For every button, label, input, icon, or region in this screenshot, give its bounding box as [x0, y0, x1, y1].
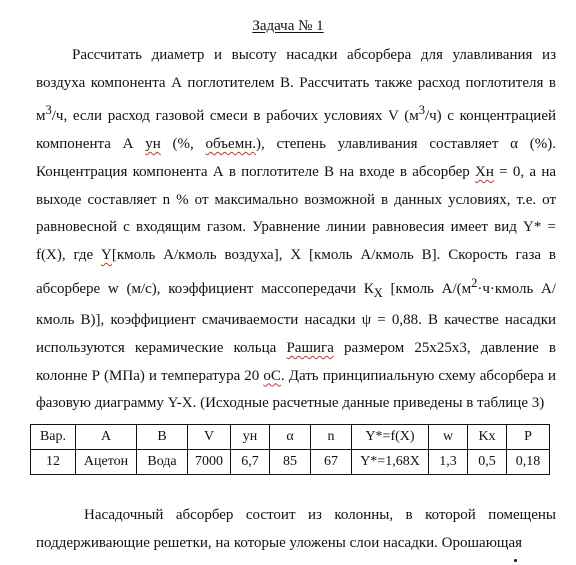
line-8a: равновесия имеет вид Y* = f(X), где [36, 219, 556, 263]
table-cell: 12 [31, 450, 76, 475]
header-cell: Kх [468, 425, 507, 450]
spellcheck-word: объемн. [205, 136, 256, 153]
line-4b: (%, [160, 136, 206, 153]
header-cell: P [507, 425, 550, 450]
table-cell: 1,3 [429, 450, 468, 475]
line-13: принципиальную схему абсорбера и фазовую диаграмму Y-X. (Исходные [36, 367, 557, 412]
superscript: 3 [418, 103, 425, 118]
line-3c: /ч) с [424, 108, 454, 125]
header-cell: Вар. [31, 425, 76, 450]
line-3b: /ч, если расход газовой смеси в рабочих условиях V (м [51, 108, 419, 125]
table-row [31, 450, 550, 475]
spellcheck-word: Y [101, 246, 112, 263]
header-cell: n [311, 425, 352, 450]
superscript: 3 [45, 103, 52, 118]
header-cell: B [137, 425, 188, 450]
header-cell: V [188, 425, 231, 450]
line-1: Насадочный абсорбер состоит из колонны, в которой помещены [84, 507, 556, 523]
header-cell: Y*=f(X) [352, 425, 429, 450]
absorber-description [36, 502, 556, 557]
header-cell: A [76, 425, 137, 450]
table-cell: 67 [311, 450, 352, 475]
line-2: поддерживающие решетки, на которые уложены слои насадки. Орошающая [36, 534, 523, 551]
line-3a: в м [36, 74, 556, 125]
table-cell: Вода [137, 450, 188, 475]
line-10b: [кмоль А/(м [382, 280, 472, 297]
line-10a: К [363, 280, 374, 297]
table-cell: 7000 [188, 450, 231, 475]
table-cell: Ацетон [76, 450, 137, 475]
line-7: данных условиях, т.е. от равновесной с входящим газом. Уравнение линии [36, 191, 557, 236]
subscript: Х [373, 285, 383, 300]
table-header-row [31, 425, 550, 450]
line-2: воздуха компонента А поглотителем В. Рассчитать также расход поглотителя [36, 74, 544, 91]
line-1: Рассчитать диаметр и высоту насадки абсорбера для улавливания из [72, 47, 556, 63]
text-fragment-dot [514, 559, 517, 562]
line-8b: [кмоль А/кмоль воздуха], X [кмоль [111, 246, 353, 263]
table-cell: 0,18 [507, 450, 550, 475]
table-cell: 6,7 [231, 450, 270, 475]
input-data-table [30, 424, 550, 475]
line-4c: ), степень улавливания [255, 136, 418, 153]
spellcheck-word: оС [263, 367, 281, 384]
line-6a: абсорбер [412, 163, 476, 180]
text-line [36, 502, 556, 557]
line-5: составляет α (%). Концентрация компонента А в поглотителе В на входе в [36, 136, 557, 180]
table-cell: 0,5 [468, 450, 507, 475]
task-title: Задача № 1 [252, 18, 324, 34]
line-12a: размером 25х25х3, давление в колонне Р (МПа) и температура 20 [36, 340, 556, 384]
line-4a: концентрацией компонента А [36, 108, 557, 153]
line-10c: ·ч·кмоль А/кмоль В)], коэффициент смачиваемости насадки ψ [36, 280, 557, 329]
header-cell: yн [231, 425, 270, 450]
line-6b: = 0, а на выходе составляет n % от максимально возможной в [36, 163, 557, 208]
table-cell: 85 [270, 450, 311, 475]
spellcheck-word: Рашига [286, 340, 334, 357]
spellcheck-word: ун [145, 136, 161, 153]
header-cell: α [270, 425, 311, 450]
spellcheck-word: Хн [475, 163, 494, 180]
text-line [36, 42, 556, 418]
line-12b: . Дать [280, 367, 319, 384]
superscript: 2 [471, 275, 478, 290]
header-cell: w [429, 425, 468, 450]
table-cell: Y*=1,68X [352, 450, 429, 475]
task-description [36, 42, 556, 418]
line-9: А/кмоль В]. Скорость газа в абсорбере w (м/с), коэффициент массопередачи [36, 246, 557, 297]
line-14: расчетные данные приведены в таблице 3) [272, 395, 545, 412]
line-11a: = 0,88. В качестве насадки используются керамические кольца [36, 312, 557, 357]
